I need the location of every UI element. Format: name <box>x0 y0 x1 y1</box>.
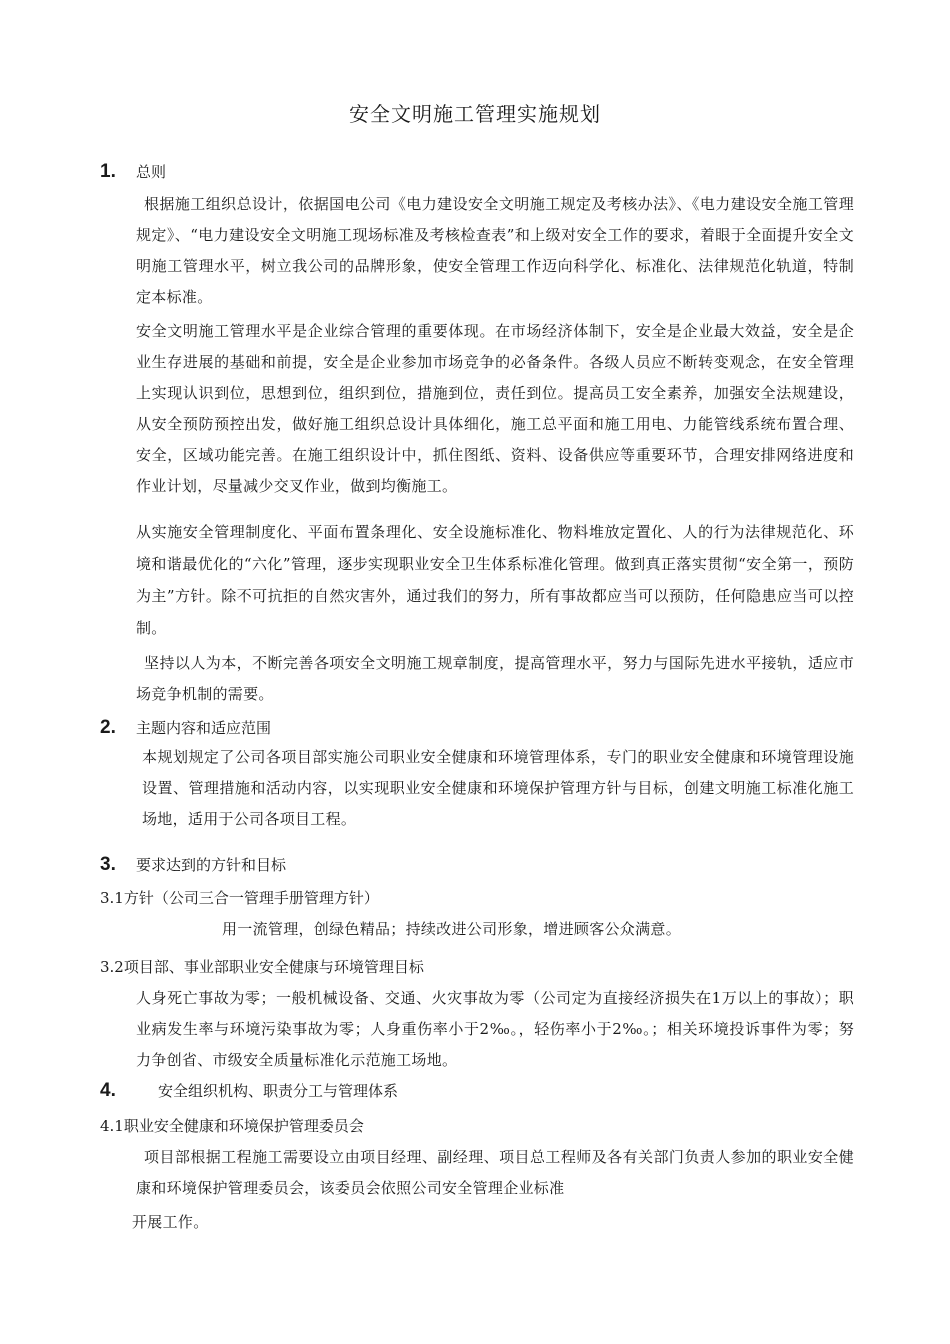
section-3-1-text: 用一流管理，创绿色精品；持续改进公司形象，增进顾客公众满意。 <box>222 920 682 938</box>
section-3-2-title: 3.2项目部、事业部职业安全健康与环境管理目标 <box>100 958 424 976</box>
section-1-paragraph-4: 坚持以人为本，不断完善各项安全文明施工规章制度，提高管理水平，努力与国际先进水平接轨，适应市场竞争机制的需要。 <box>136 654 854 703</box>
section-1-paragraph-3: 从实施安全管理制度化、平面布置条理化、安全设施标准化、物料堆放定置化、人的行为法律规范化、环境和谐最优化的“六化”管理，逐步实现职业安全卫生体系标准化管理。做到真正落实贯彻“安全第一，预防为主”方针。除不可抗拒的自然灾害外，通过我们的努力，所有事故都应当可以预防，任何隐患应当可以控制。 <box>136 523 854 637</box>
section-3-1-title: 3.1方针（公司三合一管理手册管理方针） <box>100 889 379 907</box>
section-4-title: 安全组织机构、职责分工与管理体系 <box>158 1082 399 1100</box>
section-1-title: 总则 <box>136 163 167 181</box>
section-3-title: 要求达到的方针和目标 <box>136 856 287 874</box>
section-1-paragraph-2: 安全文明施工管理水平是企业综合管理的重要体现。在市场经济体制下，安全是企业最大效益，安全是企业生存进展的基础和前提，安全是企业参加市场竞争的必备条件。各级人员应不断转变观念，在安全管理上实现认识到位，思想到位，组织到位，措施到位，责任到位。提高员工安全素养，加强安全法规建设，从安全预防预控出发，做好施工组织总设计具体细化，施工总平面和施工用电、力能管线系统布置合理、安全，区域功能完善。在施工组织设计中，抓住图纸、资料、设备供应等重要环节，合理安排网络进度和作业计划，尽量减少交叉作业，做到均衡施工。 <box>136 322 854 495</box>
section-1-number: 1. <box>100 161 116 182</box>
document-title: 安全文明施工管理实施规划 <box>349 102 601 126</box>
section-2-title: 主题内容和适应范围 <box>136 719 272 737</box>
section-4-1-text-tail: 开展工作。 <box>132 1213 209 1231</box>
section-4-1-title: 4.1职业安全健康和环境保护管理委员会 <box>100 1117 364 1135</box>
section-3-number: 3. <box>100 854 116 875</box>
section-2-number: 2. <box>100 717 116 738</box>
section-4-number: 4. <box>100 1080 116 1101</box>
section-1-paragraph-1: 根据施工组织总设计，依据国电公司《电力建设安全文明施工规定及考核办法》、《电力建设安全施工管理规定》、“电力建设安全文明施工现场标准及考核检查表”和上级对安全工作的要求，着眼于全面提升安全文明施工管理水平，树立我公司的品牌形象，使安全管理工作迈向科学化、标准化、法律规范化轨道，特制定本标准。 <box>136 195 854 306</box>
section-4-1-text: 项目部根据工程施工需要设立由项目经理、副经理、项目总工程师及各有关部门负责人参加的职业安全健康和环境保护管理委员会，该委员会依照公司安全管理企业标准 <box>136 1148 854 1197</box>
section-3-2-text: 人身死亡事故为零；一般机械设备、交通、火灾事故为零（公司定为直接经济损失在1万以上的事故）；职业病发生率与环境污染事故为零；人身重伤率小于2‰。，轻伤率小于2‰。；相关环境投诉事件为零；努力争创省、市级安全质量标准化示范施工场地。 <box>136 989 854 1069</box>
section-2-paragraph-1: 本规划规定了公司各项目部实施公司职业安全健康和环境管理体系，专门的职业安全健康和环境管理设施设置、管理措施和活动内容，以实现职业安全健康和环境保护管理方针与目标，创建文明施工标准化施工场地，适用于公司各项目工程。 <box>142 748 854 828</box>
